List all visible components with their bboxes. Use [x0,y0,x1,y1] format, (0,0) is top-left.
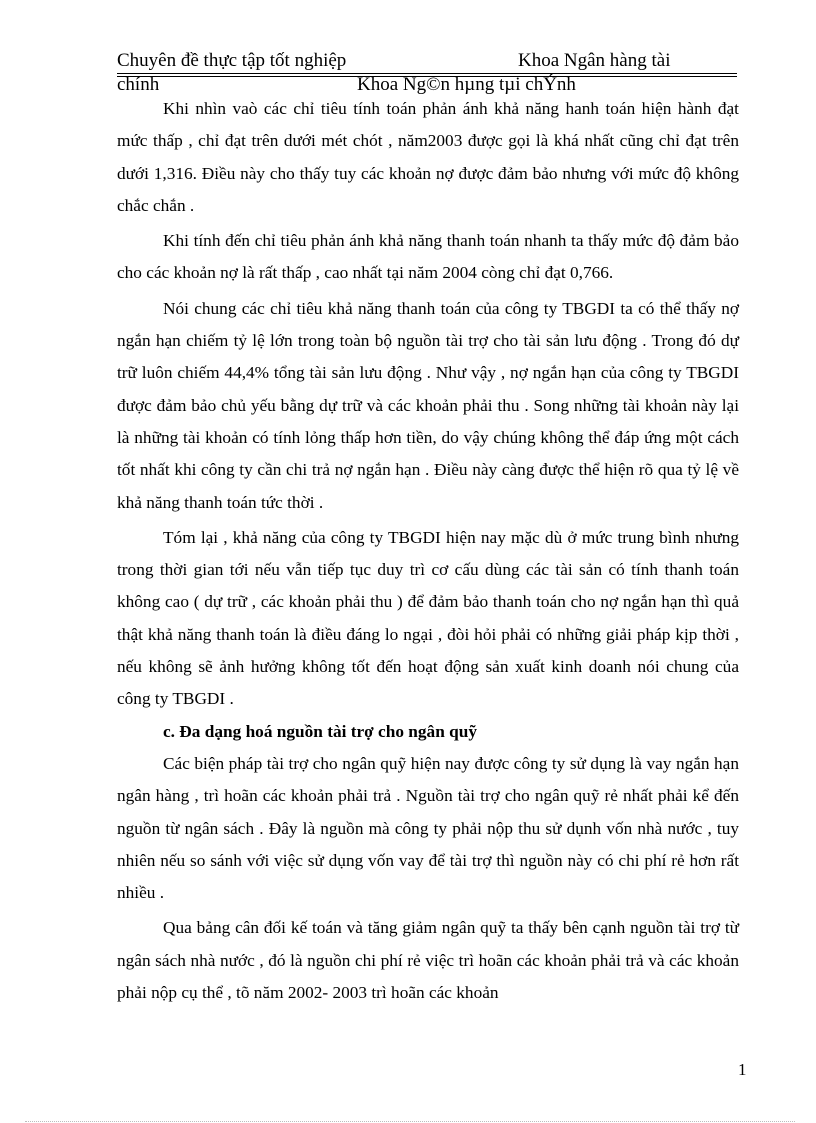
header-faculty-name-wrap: chính [117,74,160,95]
header-faculty-name: Khoa Ngân hàng tài [518,50,671,71]
paragraph-quick-ratio: Khi tính đến chỉ tiêu phản ánh khả năng thanh toán nhanh ta thấy mức độ đảm bảo cho các khoản nợ là rất thấp , cao nhất tại năm 2004 còng chỉ đạt 0,766. [117,231,739,283]
paragraph-conclusion: Tóm lại , khả năng của công ty TBGDI hiện nay mặc dù ở mức trung bình nhưng trong thời gian tới nếu vẫn tiếp tục duy trì cơ cấu dùng các tài sản có tính thanh toán không cao ( dự trữ , các khoản phải thu ) để đảm bảo thanh toán cho nợ ngắn hạn thì quả thật khả năng thanh toán là điều đáng lo ngại , đòi hỏi phải có những giải pháp kịp thời , nếu không sẽ ảnh hưởng không tốt đến hoạt động sản xuất kinh doanh nói chung của công ty TBGDI . [117,527,739,709]
header-faculty-name-garbled: Khoa Ng©n hµng tµi chÝnh [357,74,576,95]
header-document-title: Chuyên đề thực tập tốt nghiệp [117,50,347,71]
paragraph-current-ratio: Khi nhìn vaò các chỉ tiêu tính toán phản ánh khả năng hanh toán hiện hành đạt mức thấp , chỉ đạt trên dưới mét chót , năm2003 được gọi là khá nhất cũng chỉ đạt trên dưới 1,316. Điều này cho thấy tuy các khoản nợ được đảm bảo nhưng với mức độ không chắc chắn . [117,99,739,215]
section-heading: c. Đa dạng hoá nguồn tài trợ cho ngân quỹ [163,721,477,741]
page-bottom-divider [25,1121,795,1122]
page-number: 1 [738,1060,747,1079]
paragraph-balance-sheet: Qua bảng cân đối kế toán và tăng giảm ngân quỹ ta thấy bên cạnh nguồn tài trợ từ ngân sách nhà nước , đó là nguồn chi phí rẻ việc trì hoãn các khoản phải trả và các khoản phải nộp cụ thể , tõ năm 2002- 2003 trì hoãn các khoản [117,918,739,1003]
paragraph-liquidity-summary: Nói chung các chỉ tiêu khả năng thanh toán của công ty TBGDI ta có thể thấy nợ ngắn hạn chiếm tỷ lệ lớn trong toàn bộ nguồn tài trợ cho tài sản lưu động . Trong đó dự trữ luôn chiếm 44,4% tổng tài sản lưu động . Như vậy , nợ ngắn hạn của công ty TBGDI được đảm bảo chủ yếu bằng dự trữ và các khoản phải thu . Song những tài khoản này lại là những tài khoản có tính lỏng thấp hơn tiền, do vậy chúng không thể đáp ứng một cách tốt nhất khi công ty cần chi trả nợ ngắn hạn . Điều này càng được thể hiện rõ qua tỷ lệ về khả năng thanh toán tức thời . [117,298,739,512]
paragraph-funding-measures: Các biện pháp tài trợ cho ngân quỹ hiện nay được công ty sử dụng là vay ngắn hạn ngân hàng , trì hoãn các khoản phải trả . Nguồn tài trợ cho ngân quỹ rẻ nhất phải kể đến nguồn từ ngân sách . Đây là nguồn mà công ty phải nộp thu sử dụnh vốn nhà nước , tuy nhiên nếu so sánh với việc sử dụng vốn vay để tài trợ thì nguồn này có chi phí rẻ hơn rất nhiều . [117,753,739,903]
document-body [117,93,739,1009]
